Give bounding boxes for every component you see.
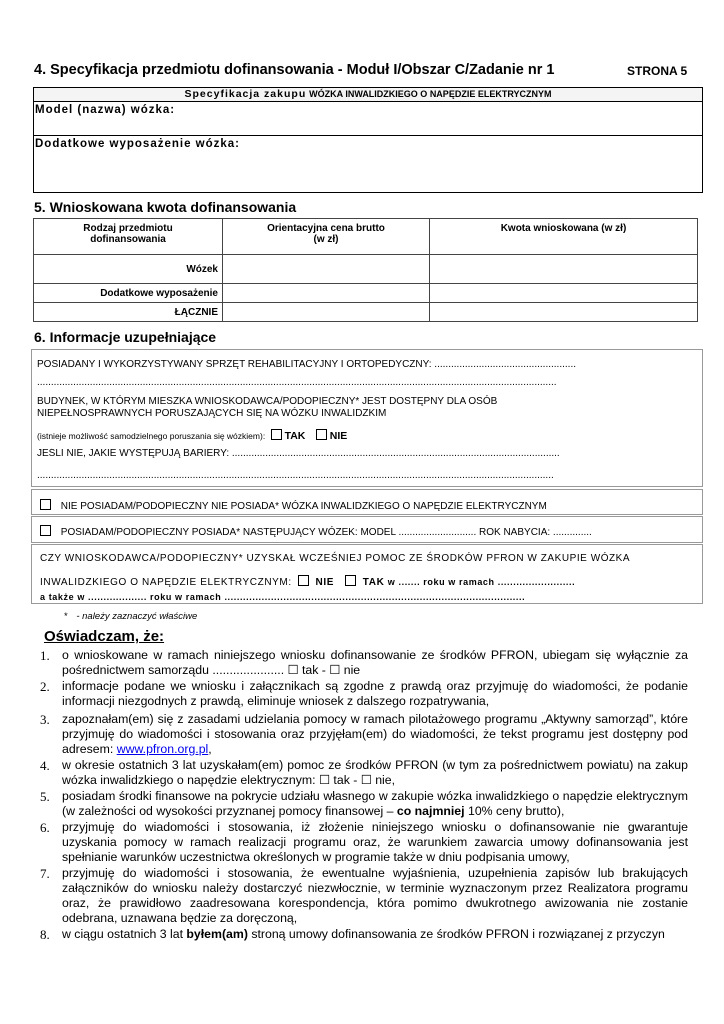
amount-extra-cell[interactable] [430,284,698,303]
declaration-list [37,648,688,943]
has-wheelchair-checkbox[interactable] [40,525,51,536]
extra-equipment-label: Dodatkowe wyposażenie wózka: [35,138,241,150]
item-text: przyjmuję do wiadomości i stosowania, że ewentualne wyjaśnienia, uzupełnienia zapisów lub brakujących załączników do wniosku należy dostarczyć niezwłocznie, w terminie wyznaczonym przez Realizatora programu oraz, że prawidłowo zaadresowana korespondencja, która pomimo dwukrotnego awizowania nie zostanie odebrana, uznawana będzie za doręczoną, [62,866,688,925]
item-text-end: 10% ceny brutto), [464,804,565,818]
barriers-line[interactable]: JEŚLI NIE, JAKIE WYSTĘPUJĄ BARIERY: ...................................................................................................................... [37,448,560,459]
prior-aid-line-2 [40,575,575,588]
spec-header [33,87,703,102]
amount-wozek-cell[interactable] [430,255,698,284]
prior-aid-question: INWALIDZKIEGO O NAPĘDZIE ELEKTRYCZNYM: [40,577,292,588]
declaration-title: Oświadczam, że: [44,628,165,645]
amount-total-cell[interactable] [430,303,698,322]
list-item [37,712,688,757]
equipment-line[interactable]: POSIADANY I WYKORZYSTYWANY SPRZĘT REHABILITACYJNY I ORTOPEDYCZNY: ................................................... [37,359,577,370]
table-row [34,255,698,284]
pfron-link[interactable]: www.pfron.org.pl [116,742,209,756]
item-number: 3. [40,712,50,727]
nie-checkbox[interactable] [316,429,327,440]
item-number: 2. [40,679,50,694]
item-number: 6. [40,820,50,835]
item-number: 8. [40,927,50,942]
nie-label: NIE [329,430,348,442]
row-label-wozek: Wózek [34,255,223,284]
prior-aid-line-1: CZY WNIOSKODAWCA/PODOPIECZNY* UZYSKAŁ WCZEŚNIEJ POMOC ZE ŚRODKÓW PFRON W ZAKUPIE WÓZKA [40,553,631,564]
footnote-mark: * [64,611,68,622]
no-wheelchair-checkbox[interactable] [40,499,51,510]
amount-table [33,218,698,322]
item-text: zapoznałam(em) się z zasadami udzielania pomocy w ramach pilotażowego programu „Aktywny samorząd”, które przyjmuję do wiadomości i stosowania oraz przyjęłam(em) do wiadomości, że tekst programu jest dostępny pod adresem: [62,712,688,756]
has-wheelchair-row [37,525,592,538]
footnote-text: - należy zaznaczyć właściwe [76,611,198,622]
table-row [34,303,698,322]
row-label-extra: Dodatkowe wyposażenie [34,284,223,303]
item-number: 7. [40,866,50,881]
item-text-bold: co najmniej [396,804,465,818]
list-item [37,789,688,819]
item-text: w ciągu ostatnich 3 lat [62,927,187,941]
accessibility-note: (istnieje możliwość samodzielnego poruszania się wózkiem): [37,431,266,441]
col-header-price-line2: (w zł) [313,234,339,245]
row-label-total: ŁĄCZNIE [34,303,223,322]
spec-header-item: WÓZKA INWALIDZKIEGO O NAPĘDZIE ELEKTRYCZNYM [309,89,552,99]
item-number: 5. [40,789,50,804]
list-item [37,820,688,865]
prior-tak-label: TAK [362,577,385,588]
no-wheelchair-row [37,499,547,512]
spec-header-label: Specyfikacja zakupu [184,88,307,100]
accessibility-row [37,429,347,442]
footnote [64,611,197,622]
price-wozek-cell[interactable] [223,255,430,284]
table-row [34,284,698,303]
list-item [37,866,688,926]
item-text: przyjmuję do wiadomości i stosowania, iż złożenie niniejszego wniosku o dofinansowanie nie gwarantuje uzyskania pomocy w ramach realizacji programu oraz, że warunkiem zawarcia umowy dofinansowania jest spełnianie warunków uczestnictwa określonych w programie także w dniu podpisania umowy, [62,820,688,864]
list-item [37,679,688,709]
model-label: Model (nazwa) wózka: [35,104,176,116]
building-line-2: NIEPEŁNOSPRAWNYCH PORUSZAJĄCYCH SIĘ NA WÓZKU INWALIDZKIM [37,408,387,419]
price-extra-cell[interactable] [223,284,430,303]
col-header-type-line2: dofinansowania [90,234,166,245]
section6-title: 6. Informacje uzupełniające [34,329,217,345]
item-text: w okresie ostatnich 3 lat uzyskałam(em) pomoc ze środków PFRON (w tym za pośrednictwem powiatu) na zakup wózka inwalidzkiego o napędzie elektrycznym: ☐ tak - ☐ nie, [62,758,688,787]
dots-line-1[interactable]: ........................................................................................................................................................................................... [37,377,557,388]
list-item [37,648,688,678]
extra-equipment-field[interactable] [33,135,703,193]
item-number: 4. [40,758,50,773]
list-item [37,927,688,942]
dots-line-2[interactable]: .......................................................................................................................................................................................... [37,470,554,481]
model-field[interactable] [33,101,703,136]
tak-checkbox[interactable] [271,429,282,440]
building-line-1: BUDYNEK, W KTÓRYM MIESZKA WNIOSKODAWCA/PODOPIECZNY* JEST DOSTĘPNY DLA OSÓB [37,396,498,407]
item-text-bold: byłem(am) [186,927,248,941]
prior-tak-checkbox[interactable] [345,575,356,586]
prior-nie-checkbox[interactable] [298,575,309,586]
prior-nie-label: NIE [315,577,334,588]
item-text: posiadam środki finansowe na pokrycie udziału własnego w zakupie wózka inwalidzkiego o napędzie elektrycznym (w zależności od wysokości przyznanej pomocy finansowej – [62,789,688,818]
item-number: 1. [40,648,50,663]
prior-aid-line-3[interactable]: a także w ................... roku w ramach ................................................................................................. [40,592,526,602]
tak-label: TAK [284,430,306,442]
price-total-cell[interactable] [223,303,430,322]
list-item [37,758,688,788]
no-wheelchair-label: NIE POSIADAM/PODOPIECZNY NIE POSIADA* WÓZKA INWALIDZKIEGO O NAPĘDZIE ELEKTRYCZNYM [60,501,547,512]
col-header-amount: Kwota wnioskowana (w zł) [430,219,698,255]
col-header-price-line1: Orientacyjna cena brutto [267,223,385,234]
col-header-type [34,219,223,255]
item-text-end: , [208,742,212,756]
section5-title: 5. Wnioskowana kwota dofinansowania [34,199,297,215]
item-text-end: stroną umowy dofinansowania ze środków PFRON i rozwiązanej z przyczyn [247,927,665,941]
col-header-type-line1: Rodzaj przedmiotu [83,223,173,234]
item-text: informacje podane we wniosku i załącznikach są zgodne z prawdą oraz przyjmuję do wiadomości, że podanie informacji niezgodnych z prawdą, eliminuje wniosek z dalszego rozpatrywania, [62,679,688,708]
page-number: STRONA 5 [627,64,688,78]
has-wheelchair-label: POSIADAM/PODOPIECZNY POSIADA* NASTĘPUJĄCY WÓZEK: MODEL ............................ ROK NABYCIA: .............. [60,527,592,538]
prior-year-line[interactable]: w ....... roku w ramach ......................... [387,577,576,587]
item-text: o wnioskowane w ramach niniejszego wniosku dofinansowanie ze środków PFRON, ubiegam się wyłącznie za pośrednictwem samorządu ..................... ☐ tak - ☐ nie [62,648,688,677]
section4-title: 4. Specyfikacja przedmiotu dofinansowania - Moduł I/Obszar C/Zadanie nr 1 [34,62,555,78]
col-header-price [223,219,430,255]
